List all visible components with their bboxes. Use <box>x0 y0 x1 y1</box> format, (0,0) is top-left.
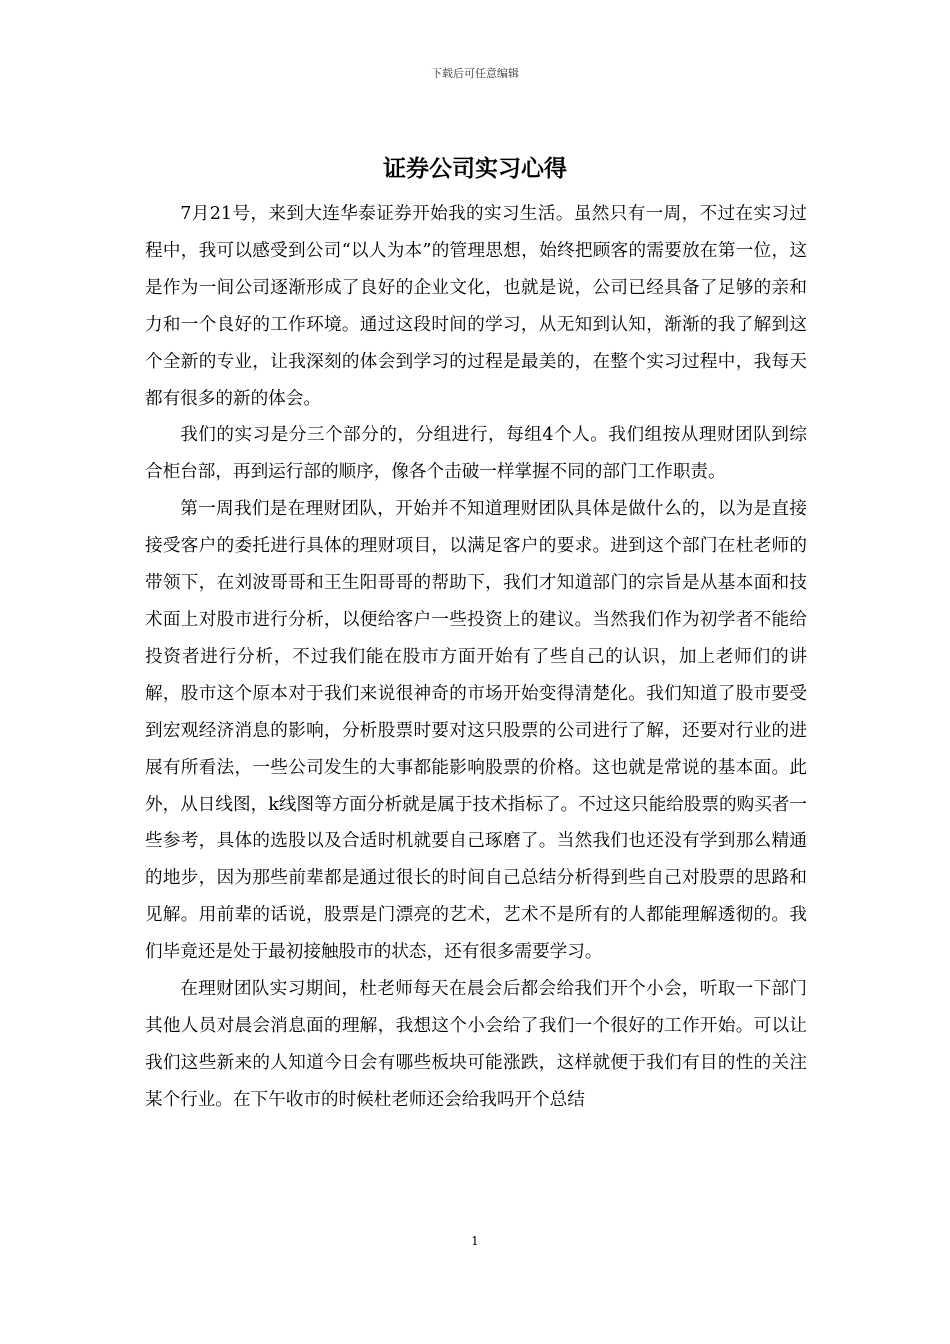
document-body <box>145 196 807 1119</box>
body-paragraph-3: 第一周我们是在理财团队，开始并不知道理财团队具体是做什么的，以为是直接接受客户的委托进行具体的理财项目，以满足客户的要求。进到这个部门在杜老师的带领下，在刘波哥哥和王生阳哥哥的帮助下，我们才知道部门的宗旨是从基本面和技术面上对股市进行分析，以便给客户一些投资上的建议。当然我们作为初学者不能给投资者进行分析，不过我们能在股市方面开始有了些自己的认识，加上老师们的讲解，股市这个原本对于我们来说很神奇的市场开始变得清楚化。我们知道了股市要受到宏观经济消息的影响，分析股票时要对这只股票的公司进行了解，还要对行业的进展有所看法，一些公司发生的大事都能影响股票的价格。这也就是常说的基本面。此外，从日线图，k线图等方面分析就是属于技术指标了。不过这只能给股票的购买者一些参考，具体的选股以及合适时机就要自己琢磨了。当然我们也还没有学到那么精通的地步，因为那些前辈都是通过很长的时间自己总结分析得到些自己对股票的思路和见解。用前辈的话说，股票是门漂亮的艺术，艺术不是所有的人都能理解透彻的。我们毕竟还是处于最初接触股市的状态，还有很多需要学习。 <box>145 499 807 963</box>
page-number: 1 <box>471 1234 479 1248</box>
body-paragraph-2: 我们的实习是分三个部分的，分组进行，每组4个人。我们组按从理财团队到综合柜台部，再到运行部的顺序，像各个击破一样掌握不同的部门工作职责。 <box>145 425 807 483</box>
body-paragraph-1: 7月21号，来到大连华泰证券开始我的实习生活。虽然只有一周，不过在实习过程中，我可以感受到公司“以人为本”的管理思想，始终把顾客的需要放在第一位，这是作为一间公司逐渐形成了良好的企业文化，也就是说，公司已经具备了足够的亲和力和一个良好的工作环境。通过这段时间的学习，从无知到认知，渐渐的我了解到这个全新的专业，让我深刻的体会到学习的过程是最美的，在整个实习过程中，我每天都有很多的新的体会。 <box>145 204 807 409</box>
body-paragraph-4: 在理财团队实习期间，杜老师每天在晨会后都会给我们开个小会，听取一下部门其他人员对晨会消息面的理解，我想这个小会给了我们一个很好的工作开始。可以让我们这些新来的人知道今日会有哪些板块可能涨跌，这样就便于我们有目的性的关注某个行业。在下午收市的时候杜老师还会给我吗开个总结 <box>145 979 807 1110</box>
document-title: 证券公司实习心得 <box>383 155 567 182</box>
page-header-note: 下载后可任意编辑 <box>431 67 519 80</box>
